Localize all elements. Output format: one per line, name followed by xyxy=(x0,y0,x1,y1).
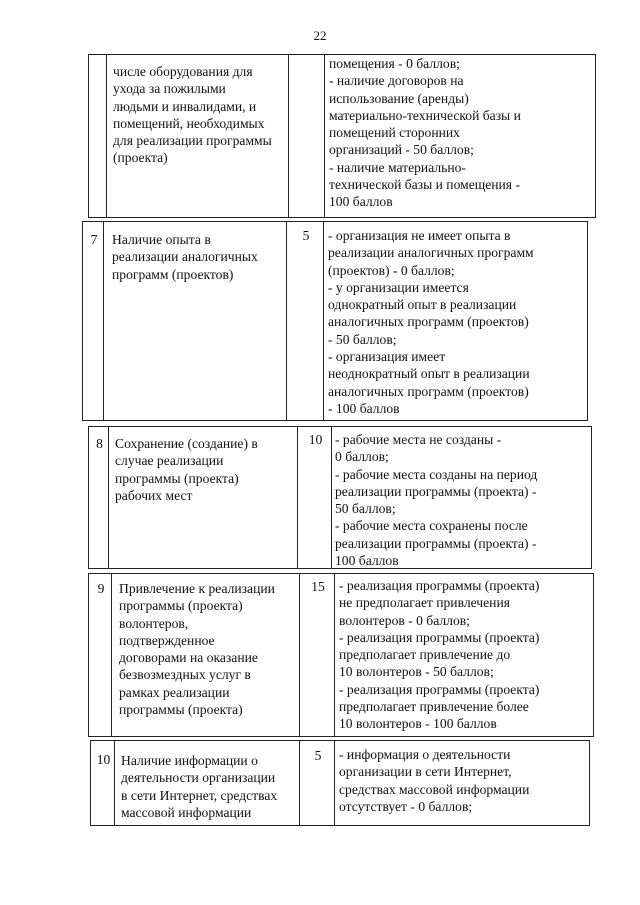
row-number: 10 xyxy=(96,752,111,767)
criterion-text: Привлечение к реализации программы (проекта) волонтеров, подтвержденное договорами на оказание безвозмездных услуг в рамках реализации программы (проекта) xyxy=(119,581,275,718)
criterion-cell xyxy=(106,54,289,218)
scoring-text: помещения - 0 баллов; - наличие договоров на использование (аренды) материально-технической базы и помещений сторонних организаций - 50 баллов; - наличие материально- технической базы и помещения - 100 баллов xyxy=(329,56,521,210)
row-number: 8 xyxy=(96,436,103,451)
weight-value: 5 xyxy=(314,748,322,763)
criterion-cell xyxy=(114,740,300,826)
scoring-text: - организация не имеет опыта в реализации аналогичных программ (проектов) - 0 баллов; - у организации имеется однократный опыт в реализации аналогичных программ (проектов) - 50 баллов; - организация имеет неоднократный опыт в реализации аналогичных программ (проектов) - 100 баллов xyxy=(328,228,534,416)
weight-value: 5 xyxy=(302,228,310,243)
weight-cell xyxy=(288,54,325,218)
number-cell xyxy=(82,221,104,421)
page-number: 22 xyxy=(313,28,327,43)
scoring-cell xyxy=(331,426,592,569)
criterion-text: числе оборудования для ухода за пожилыми людьми и инвалидами, и помещений, необходимых для реализации программы (проекта) xyxy=(113,64,272,166)
scoring-cell xyxy=(323,221,588,421)
scoring-cell xyxy=(334,740,590,826)
table-row xyxy=(88,426,592,569)
number-cell xyxy=(88,573,112,737)
table-row xyxy=(82,221,588,421)
weight-cell xyxy=(297,426,332,569)
table-row xyxy=(88,54,596,218)
criterion-cell xyxy=(108,426,298,569)
table-row xyxy=(90,740,590,826)
table-row xyxy=(88,573,594,737)
row-number: 9 xyxy=(97,581,105,596)
weight-value: 10 xyxy=(308,432,323,447)
scoring-text: - информация о деятельности организации в сети Интернет, средствах массовой информации отсутствует - 0 баллов; xyxy=(339,747,530,814)
number-cell xyxy=(88,54,107,218)
criterion-text: Наличие информации о деятельности организации в сети Интернет, средствах массовой информации xyxy=(121,753,278,820)
criterion-text: Сохранение (создание) в случае реализации программы (проекта) рабочих мест xyxy=(115,436,258,503)
weight-value: 15 xyxy=(311,579,325,594)
scoring-cell xyxy=(334,573,594,737)
weight-cell xyxy=(286,221,324,421)
scoring-text: - рабочие места не созданы - 0 баллов; - рабочие места созданы на период реализации программы (проекта) - 50 баллов; - рабочие места сохранены после реализации программы (проекта) - 100 баллов xyxy=(335,432,538,569)
number-cell xyxy=(90,740,115,826)
criterion-cell xyxy=(111,573,300,737)
criterion-text: Наличие опыта в реализации аналогичных программ (проектов) xyxy=(112,232,258,282)
row-number: 7 xyxy=(90,232,98,247)
criterion-cell xyxy=(103,221,287,421)
weight-cell xyxy=(299,740,335,826)
scoring-text: - реализация программы (проекта) не предполагает привлечения волонтеров - 0 баллов; - реализация программы (проекта) предполагает привлечение до 10 волонтеров - 50 баллов; - реализация программы (проекта) предполагает привлечение более 10 волонтеров - 100 баллов xyxy=(339,578,540,732)
weight-cell xyxy=(299,573,335,737)
number-cell xyxy=(88,426,109,569)
scoring-cell xyxy=(324,54,596,218)
